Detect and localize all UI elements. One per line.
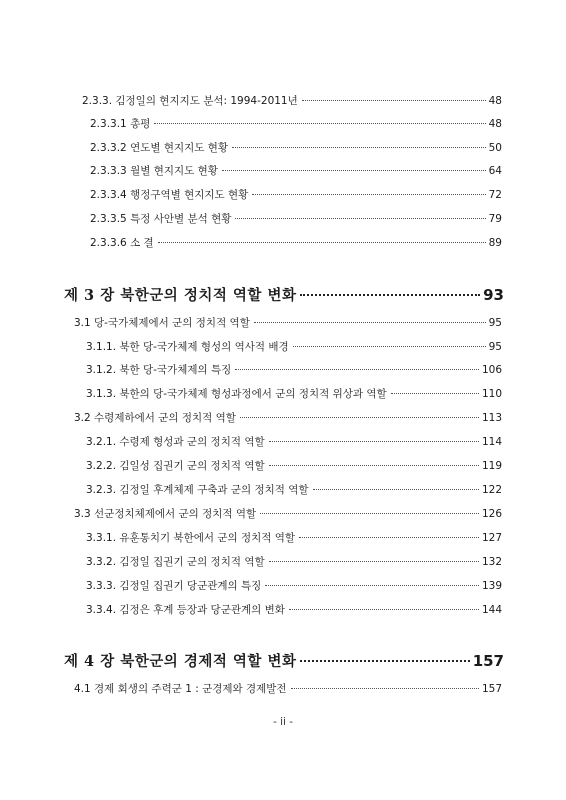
- toc-entry-page: 106: [481, 364, 502, 376]
- toc-leader-dots: [235, 369, 479, 370]
- toc-entry-page: 119: [481, 460, 502, 472]
- toc-entry-title: 3.1 당-국가체제에서 군의 정치적 역할: [74, 317, 250, 329]
- toc-entry[interactable]: [90, 164, 502, 178]
- toc-entry-page: 132: [481, 556, 502, 568]
- toc-leader-dots: [269, 441, 479, 442]
- toc-leader-dots: [154, 123, 485, 124]
- toc-leader-dots: [300, 294, 480, 296]
- toc-entry[interactable]: [90, 188, 502, 202]
- toc-entry-title: 3.2 수령제하에서 군의 정치적 역할: [74, 412, 236, 424]
- toc-entry-page: 157: [481, 683, 502, 695]
- toc-entry-page: 144: [481, 604, 502, 616]
- toc-entry[interactable]: [90, 212, 502, 226]
- toc-leader-dots: [300, 660, 469, 662]
- toc-entry[interactable]: [86, 363, 502, 377]
- toc-entry-title: 2.3.3.3 월별 현지지도 현황: [90, 165, 218, 177]
- toc-entry-title: 3.2.1. 수령제 형성과 군의 정치적 역할: [86, 436, 265, 448]
- toc-entry[interactable]: [86, 483, 502, 497]
- toc-leader-dots: [158, 242, 486, 243]
- toc-chapter-3[interactable]: [64, 286, 504, 305]
- toc-entry-title: 3.2.3. 김정일 후계체제 구축과 군의 정치적 역할: [86, 484, 309, 496]
- toc-chapter-title: 제 4 장 북한군의 경제적 역할 변화: [64, 653, 297, 670]
- toc-entry-title: 3.3.1. 유훈통치기 북한에서 군의 정치적 역할: [86, 532, 296, 544]
- toc-entry-page: 114: [481, 436, 502, 448]
- toc-entry-page: 122: [481, 484, 502, 496]
- toc-entry-title: 3.1.2. 북한 당-국가체제의 특징: [86, 364, 232, 376]
- toc-leader-dots: [269, 465, 479, 466]
- toc-entry-page: 79: [488, 213, 502, 225]
- toc-entry-title: 3.3 선군정치체제에서 군의 정치적 역할: [74, 508, 257, 520]
- toc-entry[interactable]: [90, 117, 502, 131]
- toc-entry[interactable]: [86, 555, 502, 569]
- toc-entry[interactable]: [86, 387, 502, 401]
- toc-entry-title: 3.1.1. 북한 당-국가체제 형성의 역사적 배경: [86, 341, 289, 353]
- toc-entry-title: 4.1 경제 회생의 주력군 1 : 군경제와 경제발전: [74, 683, 287, 695]
- toc-entry-page: 95: [488, 317, 502, 329]
- toc-entry-title: 3.1.3. 북한의 당-국가체제 형성과정에서 군의 정치적 위상과 역할: [86, 388, 387, 400]
- toc-entry[interactable]: [86, 603, 502, 617]
- toc-entry[interactable]: [90, 141, 502, 155]
- toc-leader-dots: [260, 513, 479, 514]
- toc-chapter-page: 157: [472, 652, 504, 670]
- toc-entry-title: 3.3.2. 김정일 집권기 군의 정치적 역할: [86, 556, 265, 568]
- toc-leader-dots: [254, 322, 486, 323]
- toc-entry-title: 3.3.4. 김정은 후계 등장과 당군관계의 변화: [86, 604, 285, 616]
- toc-entry[interactable]: [74, 682, 502, 696]
- toc-leader-dots: [302, 100, 486, 101]
- toc-leader-dots: [235, 218, 485, 219]
- toc-chapter-page: 93: [483, 286, 504, 304]
- toc-leader-dots: [240, 417, 479, 418]
- toc-entry-page: 48: [488, 118, 502, 130]
- toc-leader-dots: [252, 194, 485, 195]
- toc-leader-dots: [313, 489, 479, 490]
- toc-entry-title: 2.3.3.6 소 결: [90, 237, 154, 249]
- toc-entry-page: 127: [481, 532, 502, 544]
- page-number-footer: - ii -: [272, 716, 294, 728]
- toc-entry[interactable]: [90, 236, 502, 250]
- toc-entry-title: 2.3.3.5 특정 사안별 분석 현황: [90, 213, 232, 225]
- toc-leader-dots: [293, 346, 486, 347]
- toc-entry-page: 113: [481, 412, 502, 424]
- toc-entry[interactable]: [86, 459, 502, 473]
- toc-entry-page: 110: [481, 388, 502, 400]
- toc-leader-dots: [391, 393, 479, 394]
- toc-chapter-title: 제 3 장 북한군의 정치적 역할 변화: [64, 287, 297, 304]
- toc-entry-page: 50: [488, 142, 502, 154]
- toc-entry[interactable]: [86, 340, 502, 354]
- toc-leader-dots: [222, 170, 486, 171]
- toc-entry-title: 3.3.3. 김정일 집권기 당군관계의 특징: [86, 580, 262, 592]
- toc-entry[interactable]: [86, 579, 502, 593]
- toc-entry-page: 126: [481, 508, 502, 520]
- toc-entry-title: 2.3.3.4 행정구역별 현지지도 현황: [90, 189, 249, 201]
- toc-entry-title: 2.3.3.2 연도별 현지지도 현황: [90, 142, 229, 154]
- toc-entry-page: 72: [488, 189, 502, 201]
- toc-entry-page: 95: [488, 341, 502, 353]
- toc-entry-title: 2.3.3. 김정일의 현지지도 분석: 1994-2011년: [82, 95, 298, 107]
- toc-leader-dots: [299, 537, 479, 538]
- toc-entry[interactable]: [82, 94, 502, 108]
- toc-leader-dots: [289, 609, 479, 610]
- toc-chapter-4[interactable]: [64, 652, 504, 671]
- toc-leader-dots: [232, 147, 486, 148]
- toc-entry[interactable]: [86, 531, 502, 545]
- toc-entry[interactable]: [74, 507, 502, 521]
- toc-leader-dots: [269, 561, 479, 562]
- toc-entry-page: 89: [488, 237, 502, 249]
- toc-leader-dots: [265, 585, 479, 586]
- toc-entry[interactable]: [74, 316, 502, 330]
- toc-entry-page: 139: [481, 580, 502, 592]
- toc-entry-title: 2.3.3.1 총평: [90, 118, 151, 130]
- toc-leader-dots: [291, 688, 479, 689]
- toc-entry[interactable]: [74, 411, 502, 425]
- toc-entry[interactable]: [86, 435, 502, 449]
- toc-entry-page: 48: [488, 95, 502, 107]
- toc-entry-page: 64: [488, 165, 502, 177]
- toc-entry-title: 3.2.2. 김일성 집권기 군의 정치적 역할: [86, 460, 265, 472]
